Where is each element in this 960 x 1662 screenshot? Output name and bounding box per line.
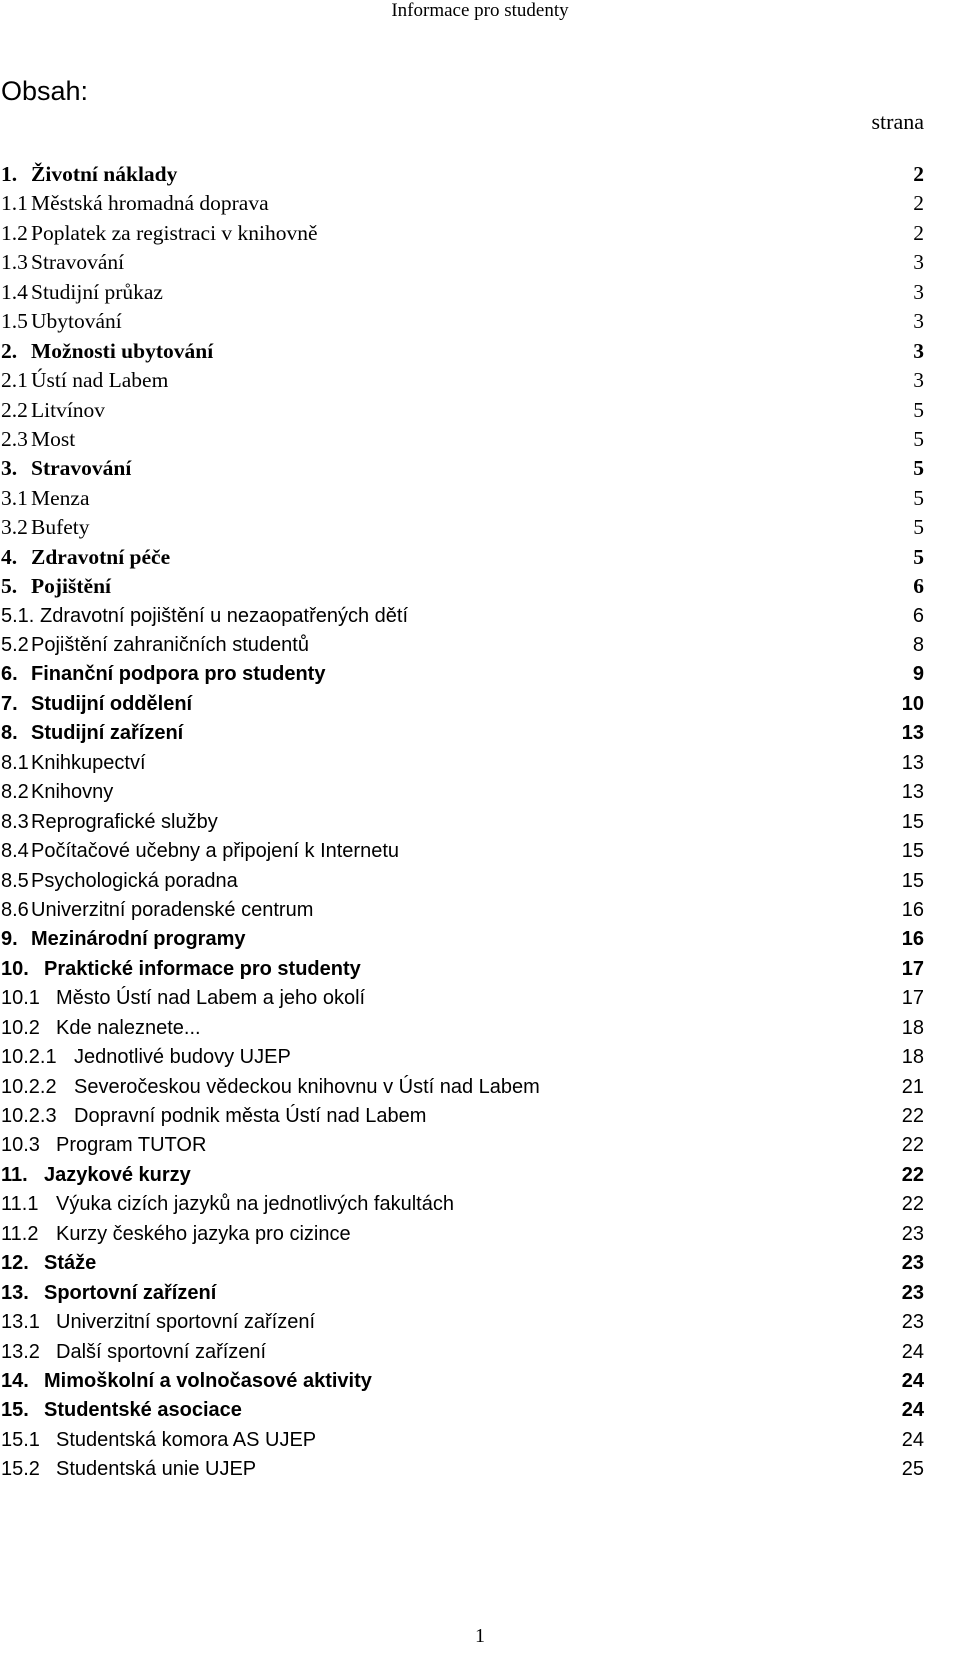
toc-entry-page: 6 [912, 604, 924, 627]
toc-entry-label: Zdravotní péče [31, 544, 171, 569]
toc-entry-label: Poplatek za registraci v knihovně [31, 220, 318, 245]
toc-entry[interactable] [0, 307, 960, 336]
toc-entry-number: 10.2.2 [1, 1075, 57, 1098]
toc-entry-label: Možnosti ubytování [31, 338, 214, 363]
toc-entry-number: 14. [1, 1369, 29, 1392]
toc-title: Obsah: [1, 76, 89, 106]
toc-entry-label: Studentská unie UJEP [56, 1458, 257, 1481]
toc-entry[interactable] [0, 1455, 960, 1484]
toc-entry-number: 4. [1, 544, 18, 569]
toc-entry[interactable] [0, 1043, 960, 1072]
toc-entry[interactable] [0, 366, 960, 395]
toc-entry-label: Univerzitní poradenské centrum [31, 898, 314, 921]
toc-entry-number: 15.2 [1, 1458, 40, 1481]
toc-entry-number: 10.2.3 [1, 1105, 57, 1127]
toc-entry-label: Univerzitní sportovní zařízení [56, 1311, 315, 1334]
toc-entry[interactable] [0, 660, 960, 689]
toc-entry-page: 13 [901, 781, 924, 804]
toc-entry-label: Most [31, 426, 76, 451]
toc-entry[interactable] [0, 867, 960, 896]
toc-entry-label: Knihovny [31, 781, 114, 804]
toc-entry[interactable] [0, 1220, 960, 1249]
toc-entry[interactable] [0, 454, 960, 483]
toc-entry-number: 1. [1, 162, 18, 186]
toc-entry-number: 5.1. [1, 604, 35, 627]
toc-entry-label: Jazykové kurzy [44, 1163, 191, 1186]
toc-entry-label: Reprografické služby [31, 810, 218, 833]
toc-entry-page: 22 [901, 1193, 924, 1216]
toc-entry-number: 7. [1, 692, 18, 715]
toc-entry-page: 24 [901, 1340, 924, 1363]
toc-entry-page: 2 [913, 220, 924, 245]
toc-entry[interactable] [0, 1131, 960, 1160]
toc-entry-page: 3 [913, 279, 924, 304]
toc-entry[interactable] [0, 543, 960, 572]
toc-entry[interactable] [0, 1279, 960, 1308]
toc-entry-label: Pojištění zahraničních studentů [31, 634, 309, 656]
toc-entry-number: 10. [1, 957, 29, 980]
toc-entry-number: 5. [1, 574, 18, 599]
toc-entry-number: 12. [1, 1252, 29, 1275]
toc-entry-label: Finanční podpora pro studenty [31, 663, 326, 686]
toc-entry-page: 13 [901, 751, 924, 774]
toc-entry-label: Jednotlivé budovy UJEP [74, 1046, 291, 1069]
toc-entry[interactable] [0, 837, 960, 866]
toc-entry-page: 23 [901, 1311, 924, 1334]
toc-entry-label: Ubytování [31, 309, 122, 334]
toc-entry-label: Stáže [44, 1252, 97, 1275]
toc-entry-page: 16 [901, 928, 924, 951]
toc-entry-label: Bufety [31, 515, 90, 540]
toc-entry[interactable] [0, 572, 960, 601]
toc-entry[interactable] [0, 719, 960, 748]
toc-entry[interactable] [0, 690, 960, 719]
toc-entry-label: Ústí nad Labem [31, 368, 169, 393]
toc-entry-number: 1.3 [1, 250, 28, 275]
toc-entry-page: 24 [901, 1369, 924, 1392]
toc-entry[interactable] [0, 631, 960, 660]
toc-entry-page: 5 [913, 485, 924, 510]
toc-entry-number: 2.3 [1, 426, 28, 451]
page-column-label: strana [871, 109, 924, 134]
toc-entry-number: 15. [1, 1399, 29, 1422]
toc-entry-page: 3 [913, 309, 924, 334]
toc-entry[interactable] [0, 484, 960, 513]
toc-entry[interactable] [0, 1102, 960, 1131]
toc-entry-page: 15 [901, 840, 924, 863]
toc-entry-label: Výuka cizích jazyků na jednotlivých fakultách [56, 1193, 454, 1216]
toc-entry[interactable] [0, 1190, 960, 1219]
toc-entry-page: 10 [901, 692, 924, 715]
toc-entry-page: 24 [901, 1428, 924, 1451]
toc-entry[interactable] [0, 896, 960, 925]
toc-entry-page: 5 [913, 456, 924, 481]
toc-entry-page: 5 [913, 426, 924, 451]
toc-entry-page: 18 [901, 1046, 924, 1069]
toc-entry-label: Životní náklady [31, 162, 178, 186]
toc-entry[interactable] [0, 337, 960, 366]
toc-entry-label: Zdravotní pojištění u nezaopatřených dětí [40, 604, 409, 627]
toc-entry-page: 23 [901, 1252, 924, 1275]
toc-entry-label: Sportovní zařízení [44, 1281, 217, 1304]
toc-entry-number: 3.2 [1, 515, 28, 540]
toc-entry[interactable] [0, 1426, 960, 1455]
toc-entry-label: Program TUTOR [56, 1134, 207, 1157]
toc-entry[interactable] [0, 189, 960, 218]
toc-entry-number: 10.2.1 [1, 1046, 57, 1069]
toc-entry-number: 3. [1, 456, 18, 481]
toc-entry-number: 6. [1, 663, 18, 686]
toc-entry-label: Městská hromadná doprava [31, 191, 269, 216]
toc-entry-label: Studijní oddělení [31, 692, 193, 715]
toc-entry-page: 5 [913, 397, 924, 422]
toc-entry[interactable] [0, 749, 960, 778]
toc-entry-page: 16 [901, 898, 924, 921]
toc-entry-page: 24 [901, 1399, 924, 1422]
toc-entry-label: Litvínov [31, 397, 106, 422]
toc-entry[interactable] [0, 160, 960, 189]
toc-entry-label: Pojištění [31, 574, 112, 599]
toc-entry-page: 9 [912, 663, 924, 686]
toc-entry-page: 18 [901, 1016, 924, 1039]
toc-entry-page: 3 [913, 338, 924, 363]
toc-entry-page: 25 [901, 1458, 924, 1481]
toc-entry-page: 23 [901, 1222, 924, 1245]
toc-entry-page: 3 [913, 250, 924, 275]
toc-entry-label: Stravování [31, 456, 132, 481]
toc-entry[interactable] [0, 1308, 960, 1337]
toc-entry-number: 8.6 [1, 898, 29, 921]
toc-entry-page: 23 [901, 1281, 924, 1304]
toc-entry-label: Studentské asociace [44, 1399, 242, 1422]
toc-entry-page: 13 [901, 722, 924, 745]
running-header: Informace pro studenty [391, 0, 569, 21]
toc-entry-label: Mezinárodní programy [31, 928, 246, 951]
toc-entry[interactable] [0, 984, 960, 1013]
toc-entry-label: Psychologická poradna [31, 869, 238, 892]
toc-entry-page: 22 [901, 1134, 924, 1157]
page-number: 1 [475, 1625, 485, 1647]
toc-entry-label: Další sportovní zařízení [56, 1340, 267, 1363]
toc-entry-number: 2. [1, 338, 18, 363]
toc-entry-label: Město Ústí nad Labem a jeho okolí [56, 987, 366, 1010]
toc-entry-page: 6 [913, 574, 924, 599]
toc-entry-number: 11.1 [1, 1193, 39, 1216]
toc-entry-label: Severočeskou vědeckou knihovnu v Ústí nad Labem [74, 1075, 540, 1098]
toc-entry[interactable] [0, 513, 960, 542]
toc-entry-number: 11.2 [1, 1222, 39, 1245]
toc-entry[interactable] [0, 248, 960, 277]
toc-entry-number: 8.3 [1, 810, 29, 833]
toc-entry-page: 5 [913, 515, 924, 540]
toc-entry[interactable] [0, 602, 960, 631]
toc-entry[interactable] [0, 425, 960, 454]
toc-entry[interactable] [0, 219, 960, 248]
toc-entry-label: Mimoškolní a volnočasové aktivity [44, 1369, 372, 1392]
toc-entry-number: 8.4 [1, 840, 29, 863]
toc-entry[interactable] [0, 1014, 960, 1043]
toc-entry[interactable] [0, 1396, 960, 1425]
toc-entry[interactable] [0, 1249, 960, 1278]
toc-entry-number: 3.1 [1, 485, 28, 510]
toc-entry-page: 15 [901, 869, 924, 892]
toc-entry-label: Stravování [31, 250, 125, 275]
toc-entry[interactable] [0, 808, 960, 837]
toc-entry[interactable] [0, 1338, 960, 1367]
toc-entry-page: 2 [913, 191, 924, 216]
toc-entry-page: 2 [913, 162, 924, 186]
toc-entry-label: Počítačové učebny a připojení k Internetu [31, 840, 400, 863]
toc-entry-number: 1.1 [1, 191, 28, 216]
toc-entry-label: Kurzy českého jazyka pro cizince [56, 1222, 351, 1245]
toc-entry[interactable] [0, 778, 960, 807]
toc-entry-number: 11. [1, 1163, 28, 1186]
toc-entry-number: 1.4 [1, 279, 28, 304]
toc-entry-number: 10.3 [1, 1134, 40, 1157]
toc-entry-page: 22 [901, 1163, 924, 1186]
toc-entry-label: Praktické informace pro studenty [44, 957, 361, 980]
toc-entry-label: Dopravní podnik města Ústí nad Labem [74, 1105, 427, 1127]
toc-entry-number: 13.2 [1, 1340, 40, 1363]
toc-entry-label: Knihkupectví [31, 751, 146, 774]
toc-entry-page: 3 [913, 368, 924, 393]
toc-entry[interactable] [0, 925, 960, 954]
toc-entry-number: 10.2 [1, 1016, 40, 1039]
toc-entry-number: 1.2 [1, 220, 28, 245]
toc-entry-number: 8.2 [1, 781, 29, 804]
toc-entry-number: 8.1 [1, 751, 29, 774]
toc-entry-page: 21 [901, 1075, 924, 1098]
toc-entry-label: Studijní průkaz [31, 279, 163, 304]
toc-entry-number: 9. [1, 928, 18, 951]
toc-entry[interactable] [0, 1073, 960, 1102]
toc-entry[interactable] [0, 278, 960, 307]
toc-entry-number: 15.1 [1, 1428, 40, 1451]
toc-entry-page: 17 [901, 957, 924, 980]
toc-entry-number: 10.1 [1, 987, 40, 1010]
toc-entry-number: 1.5 [1, 309, 28, 334]
toc-entry[interactable] [0, 1367, 960, 1396]
toc-entry-label: Studentská komora AS UJEP [56, 1428, 317, 1451]
toc-entry-page: 8 [912, 634, 924, 656]
toc-entry[interactable] [0, 1161, 960, 1190]
toc-entry-label: Kde naleznete... [56, 1016, 201, 1039]
toc-entry-number: 13. [1, 1281, 29, 1304]
toc-entry-label: Studijní zařízení [31, 722, 184, 745]
toc-entry-number: 2.1 [1, 368, 28, 393]
toc-entry-number: 5.2 [1, 634, 29, 656]
toc-entry-page: 17 [901, 987, 924, 1010]
toc-entry-number: 13.1 [1, 1311, 40, 1334]
toc-entry-label: Menza [31, 485, 90, 510]
table-of-contents [0, 160, 960, 1485]
toc-entry-number: 8.5 [1, 869, 29, 892]
toc-entry-number: 8. [1, 722, 18, 745]
toc-entry-page: 5 [913, 544, 924, 569]
toc-entry-number: 2.2 [1, 397, 28, 422]
toc-entry[interactable] [0, 955, 960, 984]
toc-entry-page: 15 [901, 810, 924, 833]
toc-entry-page: 22 [901, 1105, 924, 1127]
toc-entry[interactable] [0, 396, 960, 425]
